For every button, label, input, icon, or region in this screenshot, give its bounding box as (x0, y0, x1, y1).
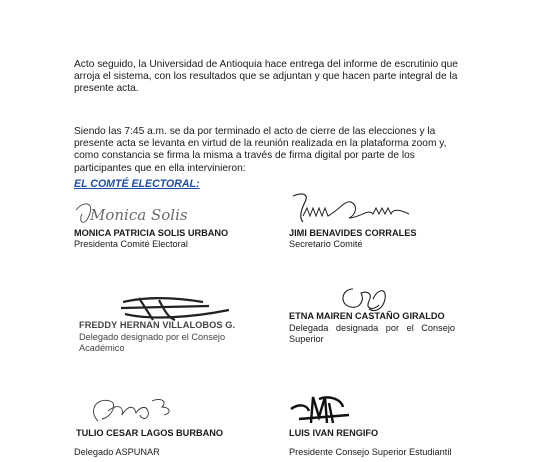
signatory-name: MONICA PATRICIA SOLIS URBANO (74, 228, 229, 238)
signatory-name: FREDDY HERNAN VILLALOBOS G. (79, 320, 236, 330)
signatory-role: Delegado ASPUNAR (74, 447, 160, 457)
paragraph-scrutiny: Acto seguido, la Universidad de Antioquia hace entrega del informe de escrutinio que arroja el sistema, con los resultados que se adjuntan y que hacen parte integral de la presente acta. (74, 59, 458, 95)
signatory-name: LUIS IVAN RENGIFO (289, 428, 379, 438)
signatory-role: Secretario Comité (289, 239, 363, 249)
signatory-role: Presidenta Comité Electoral (74, 239, 188, 249)
signatory-name: JIMI BENAVIDES CORRALES (289, 228, 417, 238)
signatory-role: Presidente Consejo Superior Estudiantil (289, 447, 452, 457)
signature-lagos (88, 393, 198, 427)
signature-solis-text: Monica Solis (90, 206, 188, 224)
signature-rengifo (289, 393, 379, 427)
signatory-name: ETNA MAIREN CASTAÑO GIRALDO (289, 311, 445, 321)
signatory-block-castano (289, 283, 489, 353)
signature-solis (74, 196, 214, 230)
signatory-block-villalobos (79, 292, 284, 362)
signatory-name: TULIO CESAR LAGOS BURBANO (76, 428, 223, 438)
signatory-block-rengifo (289, 393, 489, 462)
signatory-block-benavides (289, 192, 489, 252)
committee-heading: EL COMTÉ ELECTORAL: (74, 178, 200, 190)
signatory-block-solis (74, 196, 274, 252)
signatory-role: Delegada designada por el Consejo Superior (289, 323, 455, 344)
signature-benavides (289, 192, 419, 228)
signatory-block-lagos (74, 393, 284, 462)
signatory-role: Delegado designado por el Consejo Académico (79, 332, 226, 353)
paragraph-closing: Siendo las 7:45 a.m. se da por terminado el acto de cierre de las elecciones y la presente acta se levanta en virtud de la reunión realizada en la plataforma zoom y, como constancia se firma la misma a través de firma digital por parte de los participantes que en ella intervinieron: (74, 126, 447, 174)
